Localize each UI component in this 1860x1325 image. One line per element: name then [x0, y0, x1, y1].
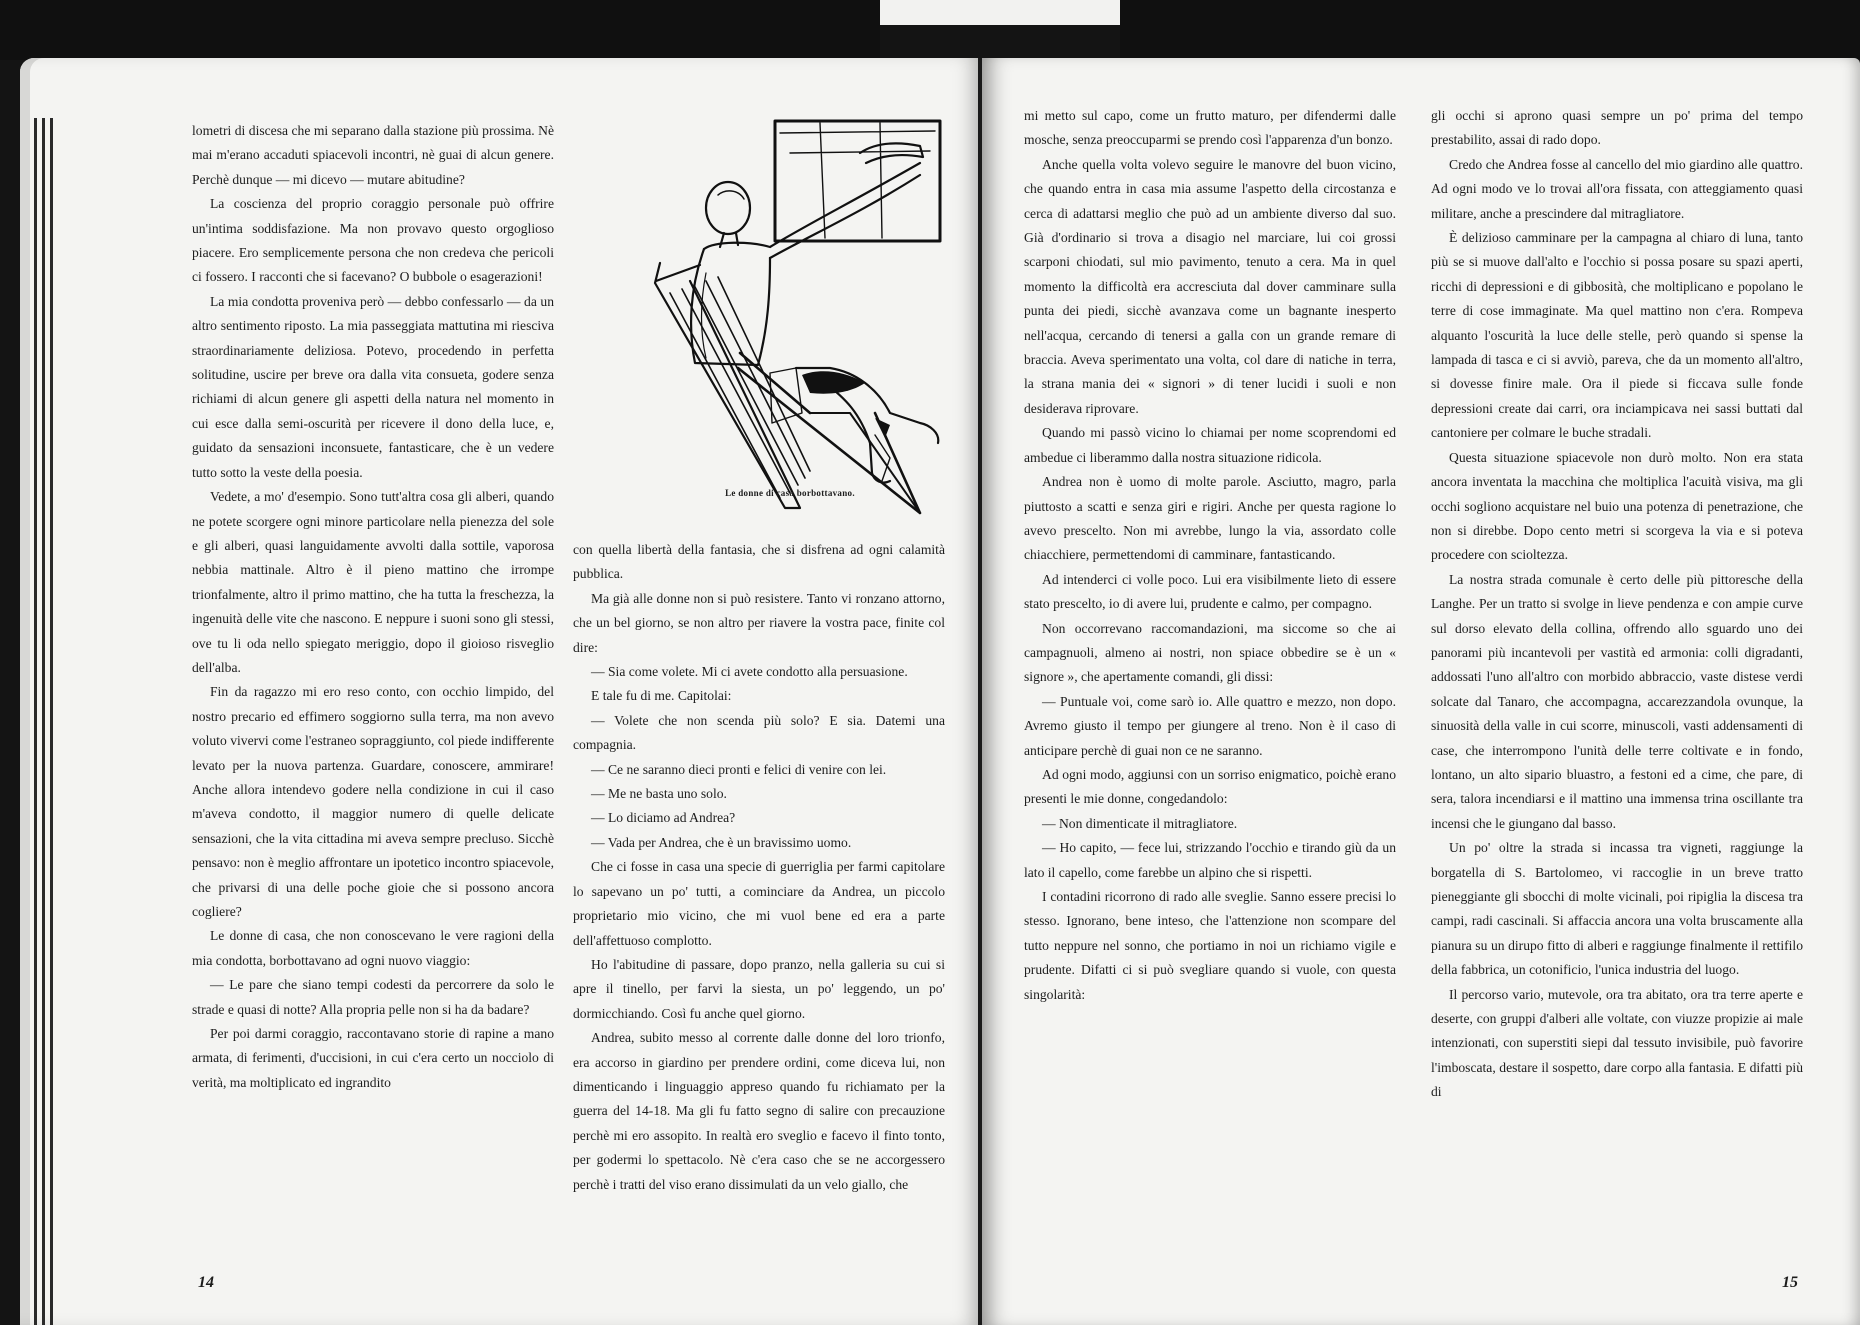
- paragraph: Vedete, a mo' d'esempio. Sono tutt'altra cosa gli alberi, quando ne potete scorgere ogni minore particolare nella pienezza del sole e gli alberi, quasi languidamente avvolti dalla sottile, vaporosa nebbia mattinale. Altro è il pieno mattino che irrompe trionfalmente, altro il primo mattino, che ha tutta la freschezza, la ingenuità delle vite che nascono. E neppure i suoni sono gli stessi, ove tu li oda nello spiegato meriggio, dopo il gioioso risveglio dell'alba.: [192, 489, 554, 675]
- left-page-column-1: [192, 119, 554, 1095]
- paragraph: Ho l'abitudine di passare, dopo pranzo, nella galleria su cui si apre il tinello, per farvi la siesta, un po' leggendo, un po' dormicchiando. Così fu anche quel giorno.: [573, 956, 945, 1021]
- paragraph: Andrea non è uomo di molte parole. Asciutto, magro, parla piuttosto a scatti e senza giri e rigiri. Anche per questa ragione lo avevo prescelto. Non mi avrebbe, lungo la via, assordato colle chiacchiere, permettendomi di camminare, fantasticando.: [1024, 474, 1396, 563]
- paragraph: È delizioso camminare per la campagna al chiaro di luna, tanto più se si muove dall'alto e l'occhio si possa posare su spazi aperti, ricchi di depressioni e di gibbosità, che moltiplicano e popolano le terre di cose immaginate. Ma quel mattino non c'era. Rompeva alquanto l'oscurità la luce delle stelle, però quando si spense la lampada di tasca e ci si avviò, pareva, che da un momento all'altro, si dovesse finire male. Ora il piede si ficcava sulle fonde depressioni create dai carri, ora inciampicava nei sassi buttati dal cantoniere per colmare le buche stradali.: [1431, 230, 1803, 441]
- paragraph: I contadini ricorrono di rado alle sveglie. Sanno essere precisi lo stesso. Ignorano, bene inteso, che l'attenzione non scompare del tutto neppure nel sonno, che portiamo in noi un richiamo vigile e prudente. Difatti ci si può svegliare quando si vuole, con questa singolarità:: [1024, 889, 1396, 1002]
- paragraph: Quando mi passò vicino lo chiamai per nome scoprendomi ed ambedue ci liberammo dalla nostra situazione ridicola.: [1024, 425, 1396, 465]
- illustration-caption: Le donne di casa borbottavano.: [725, 488, 855, 498]
- page-edge-lines: [20, 118, 80, 1325]
- paragraph: Ma già alle donne non si può resistere. Tanto vi ronzano attorno, che un bel giorno, se non altro per riavere la vostra pace, finite col dire:: [573, 590, 945, 655]
- page-number-left: 14: [198, 1274, 214, 1291]
- right-page-column-2: [1431, 104, 1803, 1105]
- paragraph: con quella libertà della fantasia, che si disfrena ad ogni calamità pubblica.: [573, 542, 945, 582]
- scan-top-band-left: [0, 0, 880, 60]
- paragraph: Anche quella volta volevo seguire le manovre del buon vicino, che quando entra in casa mia assume l'aspetto della circostanza e cerca di adattarsi meglio che può ad un ambiente diverso dal suo. Già d'ordinario si trova a disagio nel marciare, lui coi grossi scarponi chiodati, sul mio pavimento, tenuto a cera. Ma in quel momento la difficoltà era accresciuta dal dover camminare sulla punta dei piedi, sicchè avanzava come un bagnante inesperto nell'acqua, cercando di tenersi a galla con un grande remare di braccia. Aveva sperimentato una volta, col dare di natiche in terra, la strana mania dei « signori » di tener lucidi i suoli e non desiderava riprovare.: [1024, 156, 1396, 416]
- paragraph: Questa situazione spiacevole non durò molto. Non era stata ancora inventata la macchina che moltiplica l'acuità visiva, ma gli occhi sogliono acquistare nel buio una potenza di penetrazione, che non si direbbe. Dopo cento metri si scorgeva la via e si poteva procedere con scioltezza.: [1431, 449, 1803, 563]
- illustration-deckchair: [620, 113, 970, 533]
- left-page: [20, 58, 982, 1325]
- paragraph: lometri di discesa che mi separano dalla stazione più prossima. Nè mai m'erano accaduti spiacevoli incontri, nè guai di alcun genere. Perchè dunque — mi dicevo — mutare abitudine?: [192, 123, 554, 187]
- paragraph: Ad intenderci ci volle poco. Lui era visibilmente lieto di essere stato prescelto, io di avere lui, prudente e calmo, per compagno.: [1024, 571, 1396, 612]
- paragraph: La nostra strada comunale è certo delle più pittoresche della Langhe. Per un tratto si svolge in lieve pendenza e con ampie curve sul dorso elevato della collina, offrendo allo sguardo uno dei panorami più incantevoli per vastità ed armonia: colli digradanti, addossati l'uno all'altro con morbido abbraccio, vaste distese verdi solcate dal Tanaro, che accompagna, accarezzandola ovunque, la sinuosità della valle in cui scorre, minuscoli, vasti addensamenti di case, che interrompono l'unità delle terre coltivate e in fondo, lontano, un alto sipario bluastro, a festoni ed a cime, che pare, di sera, talora incendiarsi e il mattino una immensa trina oscillante tra incensi che le giungano dal basso.: [1431, 571, 1803, 831]
- paragraph: La mia condotta proveniva però — debbo confessarlo — da un altro sentimento riposto. La mia passeggiata mattutina mi riesciva straordinariamente deliziosa. Potevo, procedendo in perfetta solitudine, uscire per breve ora dalla vita consueta, godere senza richiami di alcun genere gli aspetti della natura nel momento in cui esce dalla semi-oscurità per ricevere il dono della luce, e, guidato da sensazioni inconsuete, fantasticare, che è un vedere tutto sotto la veste della poesia.: [192, 293, 554, 480]
- paragraph: — Ho capito, — fece lui, strizzando l'occhio e tirando giù da un lato il capello, come farebbe un alpino che si rispetti.: [1024, 840, 1396, 880]
- page-number-right: 15: [1782, 1274, 1798, 1291]
- paragraph: Fin da ragazzo mi ero reso conto, con occhio limpido, del nostro precario ed effimero soggiorno sulla terra, ma non avevo voluto vivervi come l'estraneo sopraggiunto, col piede indifferente levato per la nuova partenza. Guardare, conoscere, ammirare! Anche allora intendevo godere nella condizione in cui il caso m'aveva condotto, il maggior numero di quelle delicate sensazioni, che la vita cittadina mi aveva sempre precluso. Sicchè pensavo: non è meglio affrontare un ipotetico incontro spiacevole, che privarsi di una delle poche gioie che si possono ancora cogliere?: [192, 684, 554, 919]
- paragraph: — Me ne basta uno solo.: [591, 786, 727, 802]
- left-page-column-2: [573, 538, 945, 1197]
- paragraph: Un po' oltre la strada si incassa tra vigneti, raggiunge la borgatella di S. Bartolomeo, vi raccoglie in un breve tratto pieneggiante gli sbocchi di molte vicinali, poi ripiglia la discesa tra campi, radi cascinali. Si affaccia ancora una volta bruscamente alla pianura su un dirupo fitto di alberi e raggiunge finalmente il rettifilo della fabbrica, un cotonificio, l'unica industria del luogo.: [1431, 840, 1803, 978]
- right-page-column-1: [1024, 104, 1396, 1007]
- paragraph: Credo che Andrea fosse al cancello del mio giardino alle quattro. Ad ogni modo ve lo trovai all'ora fissata, con atteggiamento quasi militare, anche a prescindere dal mitragliatore.: [1431, 156, 1803, 221]
- paragraph: — Volete che non scenda più solo? E sia. Datemi una compagnia.: [573, 712, 945, 753]
- paragraph: Per poi darmi coraggio, raccontavano storie di rapine a mano armata, di ferimenti, d'uccisioni, in cui c'era certo un nocciolo di verità, ma moltiplicato ed ingrandito: [192, 1026, 554, 1090]
- paragraph: mi metto sul capo, come un frutto maturo, per difendermi dalle mosche, senza preoccuparmi se prendo così l'apparenza d'un bonzo.: [1024, 108, 1396, 148]
- paragraph: Ad ogni modo, aggiunsi con un sorriso enigmatico, poichè erano presenti le mie donne, congedandolo:: [1024, 766, 1396, 807]
- paragraph: — Vada per Andrea, che è un bravissimo uomo.: [591, 834, 852, 850]
- paragraph: — Puntuale voi, come sarò io. Alle quattro e mezzo, non dopo. Avremo giusto il tempo per giungere al treno. Non è il caso di anticipare perchè di guai non ce ne saranno.: [1024, 693, 1396, 758]
- paragraph: E tale fu di me. Capitolai:: [591, 688, 732, 704]
- paragraph: gli occhi si aprono quasi sempre un po' prima del tempo prestabilito, assai di rado dopo.: [1431, 108, 1803, 148]
- paragraph: — Sia come volete. Mi ci avete condotto alla persuasione.: [591, 664, 908, 680]
- paragraph: Andrea, subito messo al corrente dalle donne del loro trionfo, era accorso in giardino per prendere ordini, come diceva lui, non dimenticando i linguaggio appreso quando fu richiamato per la guerra del 14-18. Ma gli fu fatto segno di salire con precauzione perchè mi ero assopito. In realtà ero sveglio e facevo il finto tonto, per godermi lo spettacolo. Nè c'era caso che se ne accorgessero perchè i tratti del viso erano dissimulati da un velo giallo, che: [573, 1030, 945, 1192]
- paragraph: Che ci fosse in casa una specie di guerriglia per farmi capitolare lo sapevano un po' tutti, a cominciare da Andrea, un piccolo proprietario mio vicino, che mi vuol bene ed era a parte dell'affettuoso complotto.: [573, 859, 945, 948]
- scan-top-gap: [880, 0, 1120, 25]
- paragraph: Non occorrevano raccomandazioni, ma siccome so che ai campagnuoli, almeno ai nostri, non spiace obbedire se è un « signore », che apertamente comandi, gli dissi:: [1024, 620, 1396, 685]
- paragraph: — Lo diciamo ad Andrea?: [591, 810, 736, 826]
- scan-top-band-right: [1120, 0, 1860, 60]
- paragraph: La coscienza del proprio coraggio personale può offrire un'intima soddisfazione. Ma non provavo questo orgoglioso piacere. Ero semplicemente persona che non credeva che pericoli ci fossero. I racconti che si facevano? O bubbole o esagerazioni!: [192, 196, 554, 285]
- paragraph: — Non dimenticate il mitragliatore.: [1042, 815, 1238, 831]
- right-page: [982, 58, 1860, 1325]
- paragraph: Le donne di casa, che non conoscevano le vere ragioni della mia condotta, borbottavano ad ogni nuovo viaggio:: [192, 928, 554, 968]
- paragraph: Il percorso vario, mutevole, ora tra abitato, ora tra terre aperte e deserte, con gruppi d'alberi alle voltate, con viuzze propizie ai male intenzionati, con superstiti siepi dal tessuto invisibile, può favorire l'imboscata, destare il sospetto, dare corpo alla fantasia. E difatti più di: [1431, 986, 1803, 1100]
- paragraph: — Le pare che siano tempi codesti da percorrere da solo le strade e quasi di notte? Alla propria pelle non si ha da badare?: [192, 977, 554, 1017]
- paragraph: — Ce ne saranno dieci pronti e felici di venire con lei.: [591, 761, 887, 777]
